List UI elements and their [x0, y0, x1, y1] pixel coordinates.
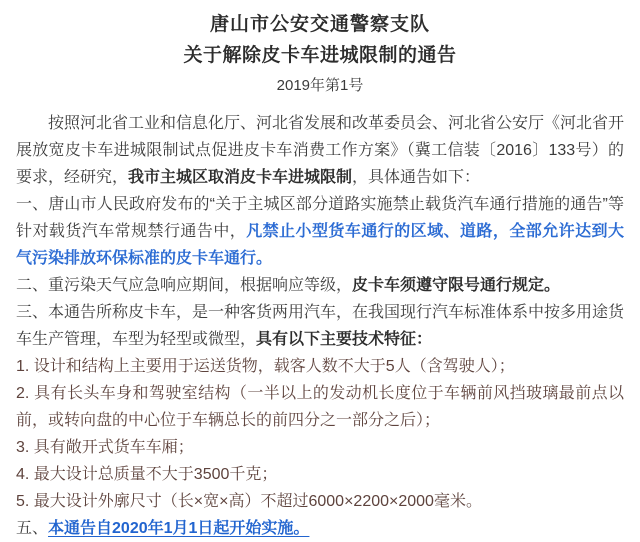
intro-bold-statement: 我市主城区取消皮卡车进城限制	[128, 169, 353, 186]
clause-one-paragraph	[16, 191, 624, 272]
issuing-authority-title: 唐山市公安交通警察支队	[209, 14, 430, 35]
clause-three-paragraph	[16, 299, 624, 353]
spec-item-1: 1. 设计和结构上主要用于运送货物，载客人数不大于5人（含驾驶人）；	[16, 358, 515, 375]
clause-three-text: 三、本通告所称皮卡车，是一种客货两用汽车，在我国现行汽车标准体系中按多用途货车生产管理，车型为轻型或微型，	[16, 304, 625, 348]
document-number: 2019年第1号	[276, 77, 364, 94]
clause-five-prefix: 五、	[16, 520, 49, 537]
clause-one-highlight: 凡禁止小型货车通行的区域、道路，全部允许达到大气污染排放环保标准的皮卡车通行。	[16, 223, 624, 267]
intro-text: 按照河北省工业和信息化厅、河北省发展和改革委员会、河北省公安厅《河北省开展放宽皮卡车进城限制试点促进皮卡车消费工作方案》（冀工信装〔2016〕133号）的要求，经研究，	[16, 115, 625, 186]
notice-title: 关于解除皮卡车进城限制的通告	[183, 45, 457, 66]
clause-one-text: 一、唐山市人民政府发布的“关于主城区部分道路实施禁止载货汽车通行措施的通告”等针对载货汽车常规禁行通告中，	[16, 196, 624, 240]
spec-item-4: 4. 最大设计总质量不大于3500千克；	[16, 466, 278, 483]
clause-two-paragraph	[16, 272, 624, 299]
spec-item-5: 5. 最大设计外廓尺寸（长×宽×高）不超过6000×2200×2000毫米。	[16, 493, 482, 510]
clause-two-bold: 皮卡车须遵守限号通行规定。	[352, 277, 561, 294]
effective-date-highlight: 本通告自2020年1月1日起开始实施。	[48, 520, 310, 537]
intro-tail-text: ，具体通告如下：	[352, 169, 481, 186]
document-body	[16, 110, 624, 542]
clause-five-paragraph	[16, 515, 624, 542]
clause-three-bold: 具有以下主要技术特征：	[256, 331, 433, 348]
clause-two-text: 二、重污染天气应急响应期间，根据响应等级，	[16, 277, 353, 294]
intro-paragraph	[16, 110, 624, 191]
spec-item-2: 2. 具有长头车身和驾驶室结构（一半以上的发动机长度位于车辆前风挡玻璃最前点以前，或转向盘的中心位于车辆总长的前四分之一部分之后）；	[16, 385, 624, 429]
spec-item-3: 3. 具有敞开式货车车厢；	[16, 439, 194, 456]
document-header	[16, 12, 624, 97]
